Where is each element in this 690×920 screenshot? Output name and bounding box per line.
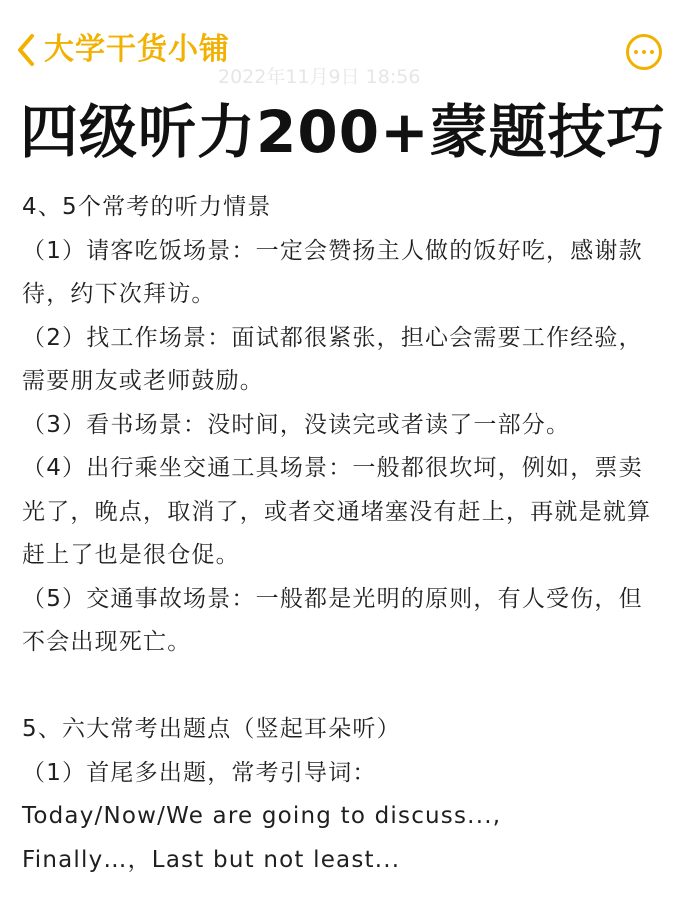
paragraph: Today/Now/We are going to discuss..., [22,803,502,829]
spacer [22,665,662,709]
paragraph: （2）找工作场景：面试都很紧张，担心会需要工作经验，需要朋友或老师鼓励。 [22,324,643,394]
page-title: 四级听力200+蒙题技巧 [20,98,666,166]
timestamp: 2022年11月9日 18:56 [218,66,421,88]
chevron-left-icon [12,28,40,72]
paragraph: （1）请客吃饭场景：一定会赞扬主人做的饭好吃，感谢款待，约下次拜访。 [22,237,643,307]
section-heading: 4、5个常考的听力情景 [22,194,272,220]
section-heading: 5、六大常考出题点（竖起耳朵听） [22,716,401,742]
article-body [22,186,662,882]
back-label: 大学干货小铺 [44,32,230,67]
paragraph: Finally…，Last but not least... [22,846,401,873]
paragraph: （4）出行乘坐交通工具场景：一般都很坎坷，例如，票卖光了，晚点，取消了，或者交通堵塞没有赶上，再就是就算赶上了也是很仓促。 [22,455,652,568]
paragraph: （5）交通事故场景：一般都是光明的原则，有人受伤，但不会出现死亡。 [22,585,643,655]
more-icon [634,50,638,54]
top-bar [0,0,690,110]
back-button[interactable] [12,28,230,72]
paragraph: （3）看书场景：没时间，没读完或者读了一部分。 [22,411,571,438]
paragraph: （1）首尾多出题，常考引导词： [22,759,377,786]
more-button[interactable] [626,34,662,70]
